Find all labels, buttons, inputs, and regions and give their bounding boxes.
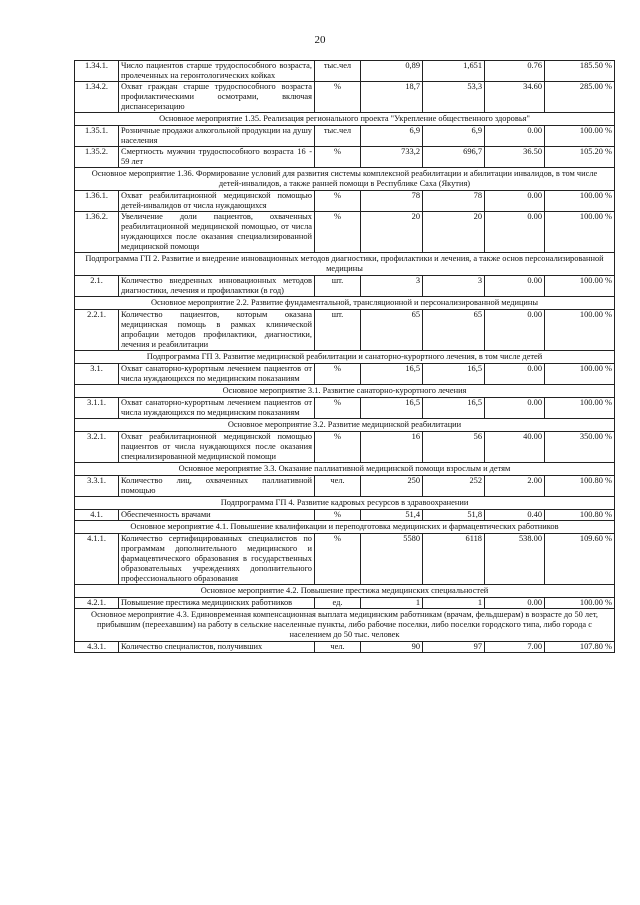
indicator-id: 4.2.1. xyxy=(75,598,119,609)
indicator-id: 3.3.1. xyxy=(75,476,119,497)
planned-value: 90 xyxy=(361,642,423,653)
actual-value: 6118 xyxy=(423,534,485,585)
completion-percent: 100.80 % xyxy=(545,510,615,521)
actual-value: 252 xyxy=(423,476,485,497)
unit-cell: шт. xyxy=(315,310,361,351)
table-row xyxy=(75,598,615,609)
actual-value: 97 xyxy=(423,642,485,653)
deviation-value: 0.00 xyxy=(485,364,545,385)
planned-value: 5580 xyxy=(361,534,423,585)
indicator-id: 2.1. xyxy=(75,276,119,297)
planned-value: 0,89 xyxy=(361,61,423,82)
table-row xyxy=(75,510,615,521)
indicator-id: 4.3.1. xyxy=(75,642,119,653)
completion-percent: 100.00 % xyxy=(545,598,615,609)
section-title: Подпрограмма ГП 4. Развитие кадровых ресурсов в здравоохранении xyxy=(75,497,615,510)
indicator-id: 1.36.1. xyxy=(75,191,119,212)
indicator-name: Охват реабилитационной медицинской помощью пациентов от числа нуждающихся после оказания специализированной медицинской помощи xyxy=(119,432,315,463)
actual-value: 16,5 xyxy=(423,364,485,385)
table-row xyxy=(75,364,615,385)
unit-cell: чел. xyxy=(315,642,361,653)
unit-cell: % xyxy=(315,191,361,212)
indicator-id: 1.35.1. xyxy=(75,126,119,147)
section-header-row xyxy=(75,253,615,276)
actual-value: 51,8 xyxy=(423,510,485,521)
unit-cell: % xyxy=(315,534,361,585)
planned-value: 78 xyxy=(361,191,423,212)
deviation-value: 0.00 xyxy=(485,126,545,147)
indicator-id: 1.36.2. xyxy=(75,212,119,253)
indicator-name: Количество лиц, охваченных паллиативной помощью xyxy=(119,476,315,497)
indicator-id: 1.34.2. xyxy=(75,82,119,113)
indicator-name: Смертность мужчин трудоспособного возраста 16 - 59 лет xyxy=(119,147,315,168)
indicators-table xyxy=(74,60,615,653)
completion-percent: 100.00 % xyxy=(545,191,615,212)
deviation-value: 2.00 xyxy=(485,476,545,497)
actual-value: 16,5 xyxy=(423,398,485,419)
actual-value: 20 xyxy=(423,212,485,253)
table-row xyxy=(75,642,615,653)
planned-value: 6,9 xyxy=(361,126,423,147)
section-header-row xyxy=(75,609,615,642)
indicator-id: 2.2.1. xyxy=(75,310,119,351)
deviation-value: 7.00 xyxy=(485,642,545,653)
page-number: 20 xyxy=(314,34,326,46)
indicator-id: 1.34.1. xyxy=(75,61,119,82)
planned-value: 65 xyxy=(361,310,423,351)
unit-cell: чел. xyxy=(315,476,361,497)
actual-value: 3 xyxy=(423,276,485,297)
completion-percent: 100.00 % xyxy=(545,364,615,385)
section-header-row xyxy=(75,113,615,126)
section-title: Подпрограмма ГП 2. Развитие и внедрение инновационных методов диагностики, профилактики и лечения, а также основ персонализированной медицины xyxy=(75,253,615,276)
planned-value: 20 xyxy=(361,212,423,253)
actual-value: 78 xyxy=(423,191,485,212)
completion-percent: 100.00 % xyxy=(545,398,615,419)
indicator-id: 3.2.1. xyxy=(75,432,119,463)
unit-cell: % xyxy=(315,147,361,168)
planned-value: 733,2 xyxy=(361,147,423,168)
indicator-name: Число пациентов старше трудоспособного возраста, пролеченных на геронтологических койках xyxy=(119,61,315,82)
indicator-name: Охват санаторно-курортным лечением пациентов от числа нуждающихся по медицинским показаниям xyxy=(119,364,315,385)
indicator-name: Количество внедренных инновационных методов диагностики, лечения и профилактики (в год) xyxy=(119,276,315,297)
table-row xyxy=(75,534,615,585)
indicator-id: 1.35.2. xyxy=(75,147,119,168)
section-header-row xyxy=(75,385,615,398)
completion-percent: 109.60 % xyxy=(545,534,615,585)
unit-cell: % xyxy=(315,398,361,419)
section-title: Основное мероприятие 4.3. Единовременная компенсационная выплата медицинским работникам (врачам, фельдшерам) в возрасте до 50 лет, прибывшим (переехавшим) на работу в сельские населенные пункты, либо рабочие поселки, либо поселки городского типа, либо города с населением до 50 тыс. человек xyxy=(75,609,615,642)
section-title: Основное мероприятие 3.1. Развитие санаторно-курортного лечения xyxy=(75,385,615,398)
section-header-row xyxy=(75,351,615,364)
completion-percent: 107.80 % xyxy=(545,642,615,653)
section-title: Подпрограмма ГП 3. Развитие медицинской реабилитации и санаторно-курортного лечения, в том числе детей xyxy=(75,351,615,364)
completion-percent: 185.50 % xyxy=(545,61,615,82)
table-row xyxy=(75,476,615,497)
actual-value: 1,651 xyxy=(423,61,485,82)
completion-percent: 285.00 % xyxy=(545,82,615,113)
unit-cell: тыс.чел xyxy=(315,126,361,147)
indicator-name: Охват санаторно-курортным лечением пациентов от числа нуждающихся по медицинским показаниям xyxy=(119,398,315,419)
section-header-row xyxy=(75,463,615,476)
section-title: Основное мероприятие 2.2. Развитие фундаментальной, трансляционной и персонализированной медицины xyxy=(75,297,615,310)
deviation-value: 0.76 xyxy=(485,61,545,82)
section-title: Основное мероприятие 3.2. Развитие медицинской реабилитации xyxy=(75,419,615,432)
deviation-value: 0.00 xyxy=(485,212,545,253)
section-title: Основное мероприятие 4.1. Повышение квалификации и переподготовка медицинских и фармацевтических работников xyxy=(75,521,615,534)
actual-value: 696,7 xyxy=(423,147,485,168)
indicator-name: Охват граждан старше трудоспособного возраста профилактическими осмотрами, включая диспансеризацию xyxy=(119,82,315,113)
indicator-name: Повышение престижа медицинских работников xyxy=(119,598,315,609)
unit-cell: ед. xyxy=(315,598,361,609)
deviation-value: 40.00 xyxy=(485,432,545,463)
indicator-name: Увеличение доли пациентов, охваченных реабилитационной медицинской помощью, от числа нуждающихся после оказания специализированной медицинской помощи xyxy=(119,212,315,253)
section-title: Основное мероприятие 4.2. Повышение престижа медицинских специальностей xyxy=(75,585,615,598)
indicator-id: 4.1. xyxy=(75,510,119,521)
planned-value: 250 xyxy=(361,476,423,497)
table-row xyxy=(75,126,615,147)
indicator-name: Розничные продажи алкогольной продукции на душу населения xyxy=(119,126,315,147)
indicator-name: Количество пациентов, которым оказана медицинская помощь в рамках клинической апробации методов профилактики, диагностики, лечения и реабилитации xyxy=(119,310,315,351)
unit-cell: тыс.чел xyxy=(315,61,361,82)
unit-cell: % xyxy=(315,432,361,463)
deviation-value: 36.50 xyxy=(485,147,545,168)
actual-value: 53,3 xyxy=(423,82,485,113)
table-row xyxy=(75,61,615,82)
actual-value: 6,9 xyxy=(423,126,485,147)
section-header-row xyxy=(75,585,615,598)
table-row xyxy=(75,398,615,419)
actual-value: 65 xyxy=(423,310,485,351)
unit-cell: % xyxy=(315,82,361,113)
actual-value: 56 xyxy=(423,432,485,463)
completion-percent: 350.00 % xyxy=(545,432,615,463)
indicator-id: 4.1.1. xyxy=(75,534,119,585)
deviation-value: 0.40 xyxy=(485,510,545,521)
table-row xyxy=(75,147,615,168)
indicator-name: Охват реабилитационной медицинской помощью детей-инвалидов от числа нуждающихся xyxy=(119,191,315,212)
planned-value: 51,4 xyxy=(361,510,423,521)
unit-cell: % xyxy=(315,364,361,385)
completion-percent: 105.20 % xyxy=(545,147,615,168)
completion-percent: 100.00 % xyxy=(545,310,615,351)
indicator-id: 3.1.1. xyxy=(75,398,119,419)
section-title: Основное мероприятие 1.35. Реализация регионального проекта "Укрепление общественного здоровья" xyxy=(75,113,615,126)
completion-percent: 100.00 % xyxy=(545,276,615,297)
section-header-row xyxy=(75,419,615,432)
table-row xyxy=(75,212,615,253)
section-header-row xyxy=(75,497,615,510)
completion-percent: 100.00 % xyxy=(545,212,615,253)
indicator-id: 3.1. xyxy=(75,364,119,385)
planned-value: 1 xyxy=(361,598,423,609)
completion-percent: 100.80 % xyxy=(545,476,615,497)
table-row xyxy=(75,310,615,351)
deviation-value: 0.00 xyxy=(485,276,545,297)
deviation-value: 0.00 xyxy=(485,191,545,212)
planned-value: 16,5 xyxy=(361,364,423,385)
deviation-value: 0.00 xyxy=(485,310,545,351)
deviation-value: 538.00 xyxy=(485,534,545,585)
table-row xyxy=(75,82,615,113)
table-row xyxy=(75,432,615,463)
indicator-name: Количество сертифицированных специалистов по программам дополнительного медицинского и фармацевтического образования в государственных образовательных учреждениях дополнительного профессионального образования xyxy=(119,534,315,585)
unit-cell: шт. xyxy=(315,276,361,297)
completion-percent: 100.00 % xyxy=(545,126,615,147)
deviation-value: 0.00 xyxy=(485,598,545,609)
deviation-value: 34.60 xyxy=(485,82,545,113)
indicator-name: Обеспеченность врачами xyxy=(119,510,315,521)
actual-value: 1 xyxy=(423,598,485,609)
section-title: Основное мероприятие 3.3. Оказание паллиативной медицинской помощи взрослым и детям xyxy=(75,463,615,476)
deviation-value: 0.00 xyxy=(485,398,545,419)
indicator-name: Количество специалистов, получивших xyxy=(119,642,315,653)
section-title: Основное мероприятие 1.36. Формирование условий для развития системы комплексной реабилитации и абилитации инвалидов, в том числе детей-инвалидов, а также ранней помощи в Республике Саха (Якутия) xyxy=(75,168,615,191)
table-row xyxy=(75,191,615,212)
section-header-row xyxy=(75,297,615,310)
section-header-row xyxy=(75,168,615,191)
unit-cell: % xyxy=(315,212,361,253)
planned-value: 16,5 xyxy=(361,398,423,419)
section-header-row xyxy=(75,521,615,534)
planned-value: 3 xyxy=(361,276,423,297)
unit-cell: % xyxy=(315,510,361,521)
planned-value: 18,7 xyxy=(361,82,423,113)
table-row xyxy=(75,276,615,297)
planned-value: 16 xyxy=(361,432,423,463)
